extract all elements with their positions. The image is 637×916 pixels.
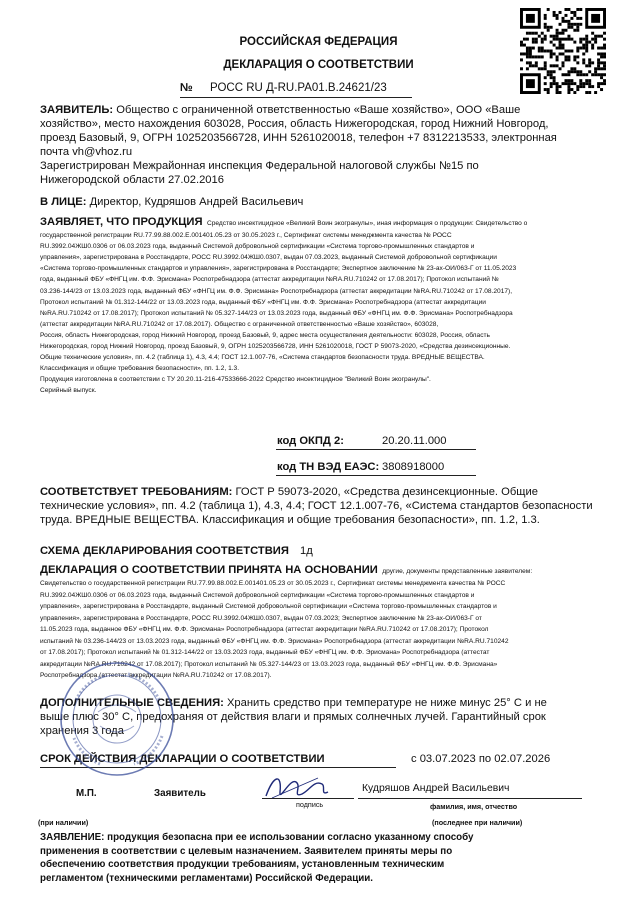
- qr-code-icon: [520, 8, 606, 94]
- scheme-label: СХЕМА ДЕКЛАРИРОВАНИЯ СООТВЕТСТВИЯ: [40, 545, 289, 557]
- signatory-name: Кудряшов Андрей Васильевич: [362, 783, 510, 794]
- document-title: ДЕКЛАРАЦИЯ О СООТВЕТСТВИИ: [223, 59, 414, 71]
- product-line: управления», зарегистрирована в Росстандарте, РОСС RU.3992.04ЖШ0.0307, выдан 07.03.2023, выданный Системой добровольной сертификации: [40, 254, 497, 262]
- validity-to: 02.07.2026: [494, 753, 551, 765]
- basis-line: управления», зарегистрирована в Росстандарте, РОСС RU.3992.04ЖШ0.0307, выдан 07.03.2023; Экспертное заключение № 23-ах-ОИ/063-Г от: [40, 614, 482, 622]
- product-line: «Система торгово-промышленных стандартов и управления», зарегистрирована в Росстандарте; Экспертное заключение № 23-ах-ОИ/063-Г от 11.05.2023: [40, 265, 517, 273]
- name-caption: фамилия, имя, отчество: [430, 802, 518, 811]
- product-label: ЗАЯВЛЯЕТ, ЧТО ПРОДУКЦИЯ: [40, 216, 203, 228]
- applicant-signature-label: Заявитель: [154, 788, 206, 799]
- validity-from: 03.07.2023: [419, 753, 476, 765]
- applicant-line: Нижегородской области 27.02.2016: [40, 174, 224, 186]
- product-line: RU.3992.04ЖШ0.0306 от 06.03.2023 года, выданный Системой добровольной сертификации «Система торгово-промышленных стандартов и: [40, 243, 475, 251]
- tnved-label: код ТН ВЭД ЕАЭС:: [277, 461, 380, 473]
- product-line: №RA.RU.710242 от 17.08.2017); Протокол испытаний № 05.327-144/23 от 13.03.2023 года, выданный ФБУ «ФНГЦ им. Ф.Ф. Эрисмана» Роспотребнадзора: [40, 309, 513, 317]
- person-label: В ЛИЦЕ:: [40, 196, 87, 208]
- requirements-section: [40, 485, 620, 527]
- handwritten-signature-icon: [262, 768, 332, 806]
- scheme-section: [40, 544, 313, 558]
- okpd-label: код ОКПД 2:: [277, 435, 344, 447]
- product-line: Протокол испытаний № 01.312-144/22 от 13.03.2023 года, выданный ФБУ «ФНГЦ им. Ф.Ф. Эрисмана» Роспотребнадзора (аттестат аккредитации: [40, 298, 486, 306]
- signature-caption: подпись: [296, 800, 324, 809]
- requirements-line: труда. ВРЕДНЫЕ ВЕЩЕСТВА. Классификация и общие требования безопасности», пп. 1.2, 1.3.: [40, 514, 540, 526]
- statement-line: регламентом (техническими регламентами) Российской Федерации.: [40, 872, 373, 884]
- applicant-line: Зарегистрирован Межрайонная инспекция Федеральной налоговой службы №15 по: [40, 160, 479, 172]
- basis-line: от 17.08.2017); Протокол испытаний № 01.312-144/22 от 13.03.2023 года, выданный ФБУ «ФНГЦ им. Ф.Ф. Эрисмана» Роспотребнадзора (аттестат: [40, 649, 490, 657]
- product-line: Нижегородская, город Нижний Новгород, проезд Базовый, 9, ОГРН 1025203566728, ИНН 5261020018, ГОСТ Р 59073-2020, «Средства дезинсекционные.: [40, 343, 511, 351]
- applicant-section: [40, 103, 620, 187]
- okpd-value: 20.20.11.000: [382, 435, 447, 447]
- basis-line: RU.3992.04ЖШ0.0306 от 06.03.2023 года, выданный Системой добровольной сертификации «Система торгово-промышленных стандартов и: [40, 591, 475, 599]
- product-line: (аттестат аккредитации №RA.RU.710242 от 17.08.2017). Общество с ограниченной ответственностью «Ваше хозяйство», 603028,: [40, 320, 439, 328]
- number-value: РОСС RU Д-RU.PA01.B.24621/23: [210, 82, 387, 94]
- basis-label: ДЕКЛАРАЦИЯ О СООТВЕТСТВИИ ПРИНЯТА НА ОСНОВАНИИ: [40, 564, 378, 576]
- additional-line: хранения 3 года: [40, 725, 124, 737]
- product-line: 03.236-144/23 от 13.03.2023 года, выданный ФБУ «ФНГЦ им. Ф.Ф. Эрисмана» Роспотребнадзора (аттестат аккредитации №RA.RU.710242 от 17.08.2017),: [40, 287, 513, 295]
- round-company-seal-icon: [58, 660, 176, 778]
- statement-label: ЗАЯВЛЕНИЕ:: [40, 832, 105, 843]
- number-label: №: [180, 82, 193, 94]
- product-line: Продукция изготовлена в соответствии с ТУ 20.20.11-216-47533666-2022 Средство инсектицидное "Великий Воин экогранулы".: [40, 376, 431, 384]
- product-section: [40, 214, 630, 397]
- product-line: Средство инсектицидное «Великий Воин экогранулы», иная информация о продукции: Свидетельство о: [206, 220, 528, 227]
- country-heading: РОССИЙСКАЯ ФЕДЕРАЦИЯ: [239, 36, 398, 48]
- statement-line: применения в соответствии с целевым назначением. Заявителем приняты меры по: [40, 845, 453, 857]
- requirements-label: СООТВЕТСТВУЕТ ТРЕБОВАНИЯМ:: [40, 486, 233, 498]
- validity-dates: с 03.07.2023 по 02.07.2026: [411, 753, 551, 765]
- product-line: Россия, область Нижегородская, город Нижний Новгород, проезд Базовый, 9, адрес места осуществления деятельности: 603028, Россия, область: [40, 331, 490, 339]
- basis-line: управления», зарегистрирована в Росстандарте, выданный Системой добровольной сертификации «Система торгово-промышленных стандартов и: [40, 603, 497, 611]
- statement-line: обеспечению соответствия продукции требованиям, установленным техническим: [40, 859, 445, 870]
- scheme-value: 1д: [299, 545, 313, 557]
- product-line: Общие технические условия», пп. 4.2 (таблица 1), 4.3, 4.4; ГОСТ 12.1.007-76, «Система стандартов безопасности труда. ВРЕДНЫЕ ВЕЩЕСТВА.: [40, 354, 485, 362]
- basis-line: Свидетельство о государственной регистрации RU.77.99.88.002.E.001401.05.23 от 30.05.2023 г., Сертификат системы менеджмента качества № РОСС: [40, 580, 506, 588]
- declaration-number: [180, 82, 387, 94]
- product-text: [40, 230, 630, 396]
- basis-line: 11.05.2023 года, выданное ФБУ «ФНГЦ им. Ф.Ф. Эрисмана» Роспотребнадзора (аттестат аккредитации №RA.RU.710242 от 17.08.2017); Протокол: [40, 626, 489, 634]
- product-line: года, выданный ФБУ «ФНГЦ им. Ф.Ф. Эрисмана» Роспотребнадзора (аттестат аккредитации №RA.RU.710242 от 17.08.2017); Протокол испытаний №: [40, 276, 499, 284]
- statement-line: продукция безопасна при ее использовании согласно указанному способу: [107, 832, 474, 843]
- person-value: Директор, Кудряшов Андрей Васильевич: [89, 196, 304, 208]
- product-line: государственной регистрации RU.77.99.88.002.E.001401.05.23 от 30.05.2023 г., Сертификат системы менеджмента качества № РОСС: [40, 232, 452, 240]
- product-line: Серийный выпуск.: [40, 387, 97, 395]
- person-section: [40, 195, 303, 209]
- basis-line: Роспотребнадзора (аттестат аккредитации №RA.RU.710242 от 17.08.2017).: [40, 672, 272, 680]
- applicant-line: хозяйство», место нахождения 603028, Россия, область Нижегородская, город Нижний Новгород,: [40, 118, 549, 130]
- applicant-label: ЗАЯВИТЕЛЬ:: [40, 104, 114, 116]
- mp-label: М.П.: [76, 788, 97, 799]
- additional-label: ДОПОЛНИТЕЛЬНЫЕ СВЕДЕНИЯ:: [40, 697, 224, 709]
- tnved-value: 3808918000: [382, 461, 445, 473]
- applicant-line: Общество с ограниченной ответственностью «Ваше хозяйство», ООО «Ваше: [116, 104, 521, 116]
- basis-line: испытаний № 03.236-144/23 от 13.03.2023 года, выданный ФБУ «ФНГЦ им. Ф.Ф. Эрисмана» Роспотребнадзора (аттестат аккредитации №RA.RU.710242: [40, 637, 509, 645]
- additional-line: выше плюс 30° С, предохраняя от действия влаги и прямых солнечных лучей. Гарантийный срок: [40, 711, 546, 723]
- applicant-line: проезд Базовый, 9, ОГРН 1025203566728, ИНН 5261020018, телефон +7 8312213533, электронная: [40, 132, 557, 144]
- basis-line: аккредитации №RA.RU.710242 от 17.08.2017); Протокол испытаний № 05.327-144/23 от 13.03.2023 года, выданный ФБУ «ФНГЦ им. Ф.Ф. Эрисмана»: [40, 660, 498, 668]
- basis-line: другие, документы представленные заявителем:: [382, 568, 533, 575]
- if-any-left: (при наличии): [38, 818, 89, 827]
- applicant-email-line: почта vh@vhoz.ru: [40, 146, 133, 158]
- statement-section: [40, 831, 630, 885]
- requirements-line: технические условия», пп. 4.2 (таблица 1), 4.3, 4.4; ГОСТ 12.1.007-76, «Система стандартов безопасности: [40, 500, 593, 512]
- product-line: Классификация и общие требования безопасности», пп. 1.2, 1.3.: [40, 365, 240, 373]
- if-any-right: (последнее при наличии): [432, 818, 523, 827]
- requirements-line: ГОСТ Р 59073-2020, «Средства дезинсекционные. Общие: [235, 486, 538, 498]
- additional-line: Хранить средство при температуре не ниже минус 25° С и не: [226, 697, 547, 709]
- validity-label: СРОК ДЕЙСТВИЯ ДЕКЛАРАЦИИ О СООТВЕТСТВИИ: [40, 753, 325, 765]
